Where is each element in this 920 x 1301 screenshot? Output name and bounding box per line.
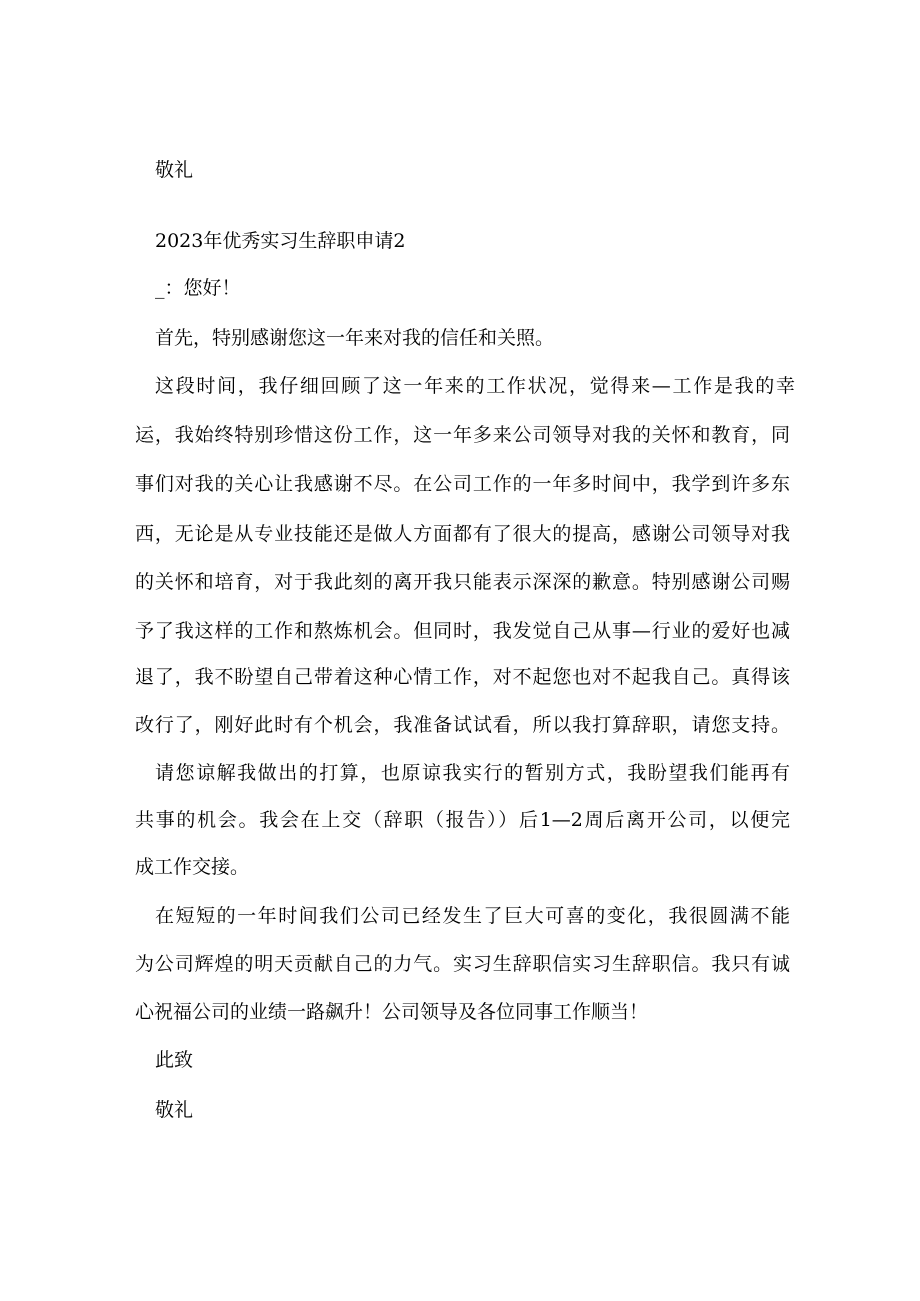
paragraph-1: 首先，特别感谢您这一年来对我的信任和关照。 [155,327,555,349]
regards-bottom: 敬礼 [155,1099,194,1121]
paragraph-2-line: 事们对我的关心让我感谢不尽。在公司工作的一年多时间中，我学到许多东 [135,473,790,495]
paragraph-2-line: 西，无论是从专业技能还是做人方面都有了很大的提高，感谢公司领导对我 [135,523,790,545]
paragraph-2-line: 的关怀和培育，对于我此刻的离开我只能表示深深的歉意。特别感谢公司赐 [135,571,790,593]
document-title: 2023年优秀实习生辞职申请2 [155,230,406,252]
paragraph-4-line: 心祝福公司的业绩一路飙升！公司领导及各位同事工作顺当！ [135,1001,649,1023]
regards-top: 敬礼 [155,159,194,181]
paragraph-4-line: 在短短的一年时间我们公司已经发生了巨大可喜的变化，我很圆满不能 [155,905,790,927]
paragraph-3-line: 请您谅解我做出的打算，也原谅我实行的暂别方式，我盼望我们能再有 [155,762,790,784]
paragraph-2-line: 运，我始终特别珍惜这份工作，这一年多来公司领导对我的关怀和教育，同 [135,424,790,446]
paragraph-2-line: 改行了，刚好此时有个机会，我准备试试看，所以我打算辞职，请您支持。 [135,714,790,736]
paragraph-4-line: 为公司辉煌的明天贡献自己的力气。实习生辞职信实习生辞职信。我只有诚 [135,953,790,975]
paragraph-2-line: 予了我这样的工作和熬炼机会。但同时，我发觉自己从事—行业的爱好也减 [135,620,790,642]
paragraph-3-line: 共事的机会。我会在上交（辞职（报告））后1—2周后离开公司，以便完 [135,809,790,831]
paragraph-2-line: 这段时间，我仔细回顾了这一年来的工作状况，觉得来—工作是我的幸 [155,375,795,397]
closing: 此致 [155,1049,194,1071]
paragraph-2-line: 退了，我不盼望自己带着这种心情工作，对不起您也对不起我自己。真得该 [135,666,790,688]
greeting: _：您好！ [155,277,241,299]
paragraph-3-line: 成工作交接。 [135,856,250,878]
